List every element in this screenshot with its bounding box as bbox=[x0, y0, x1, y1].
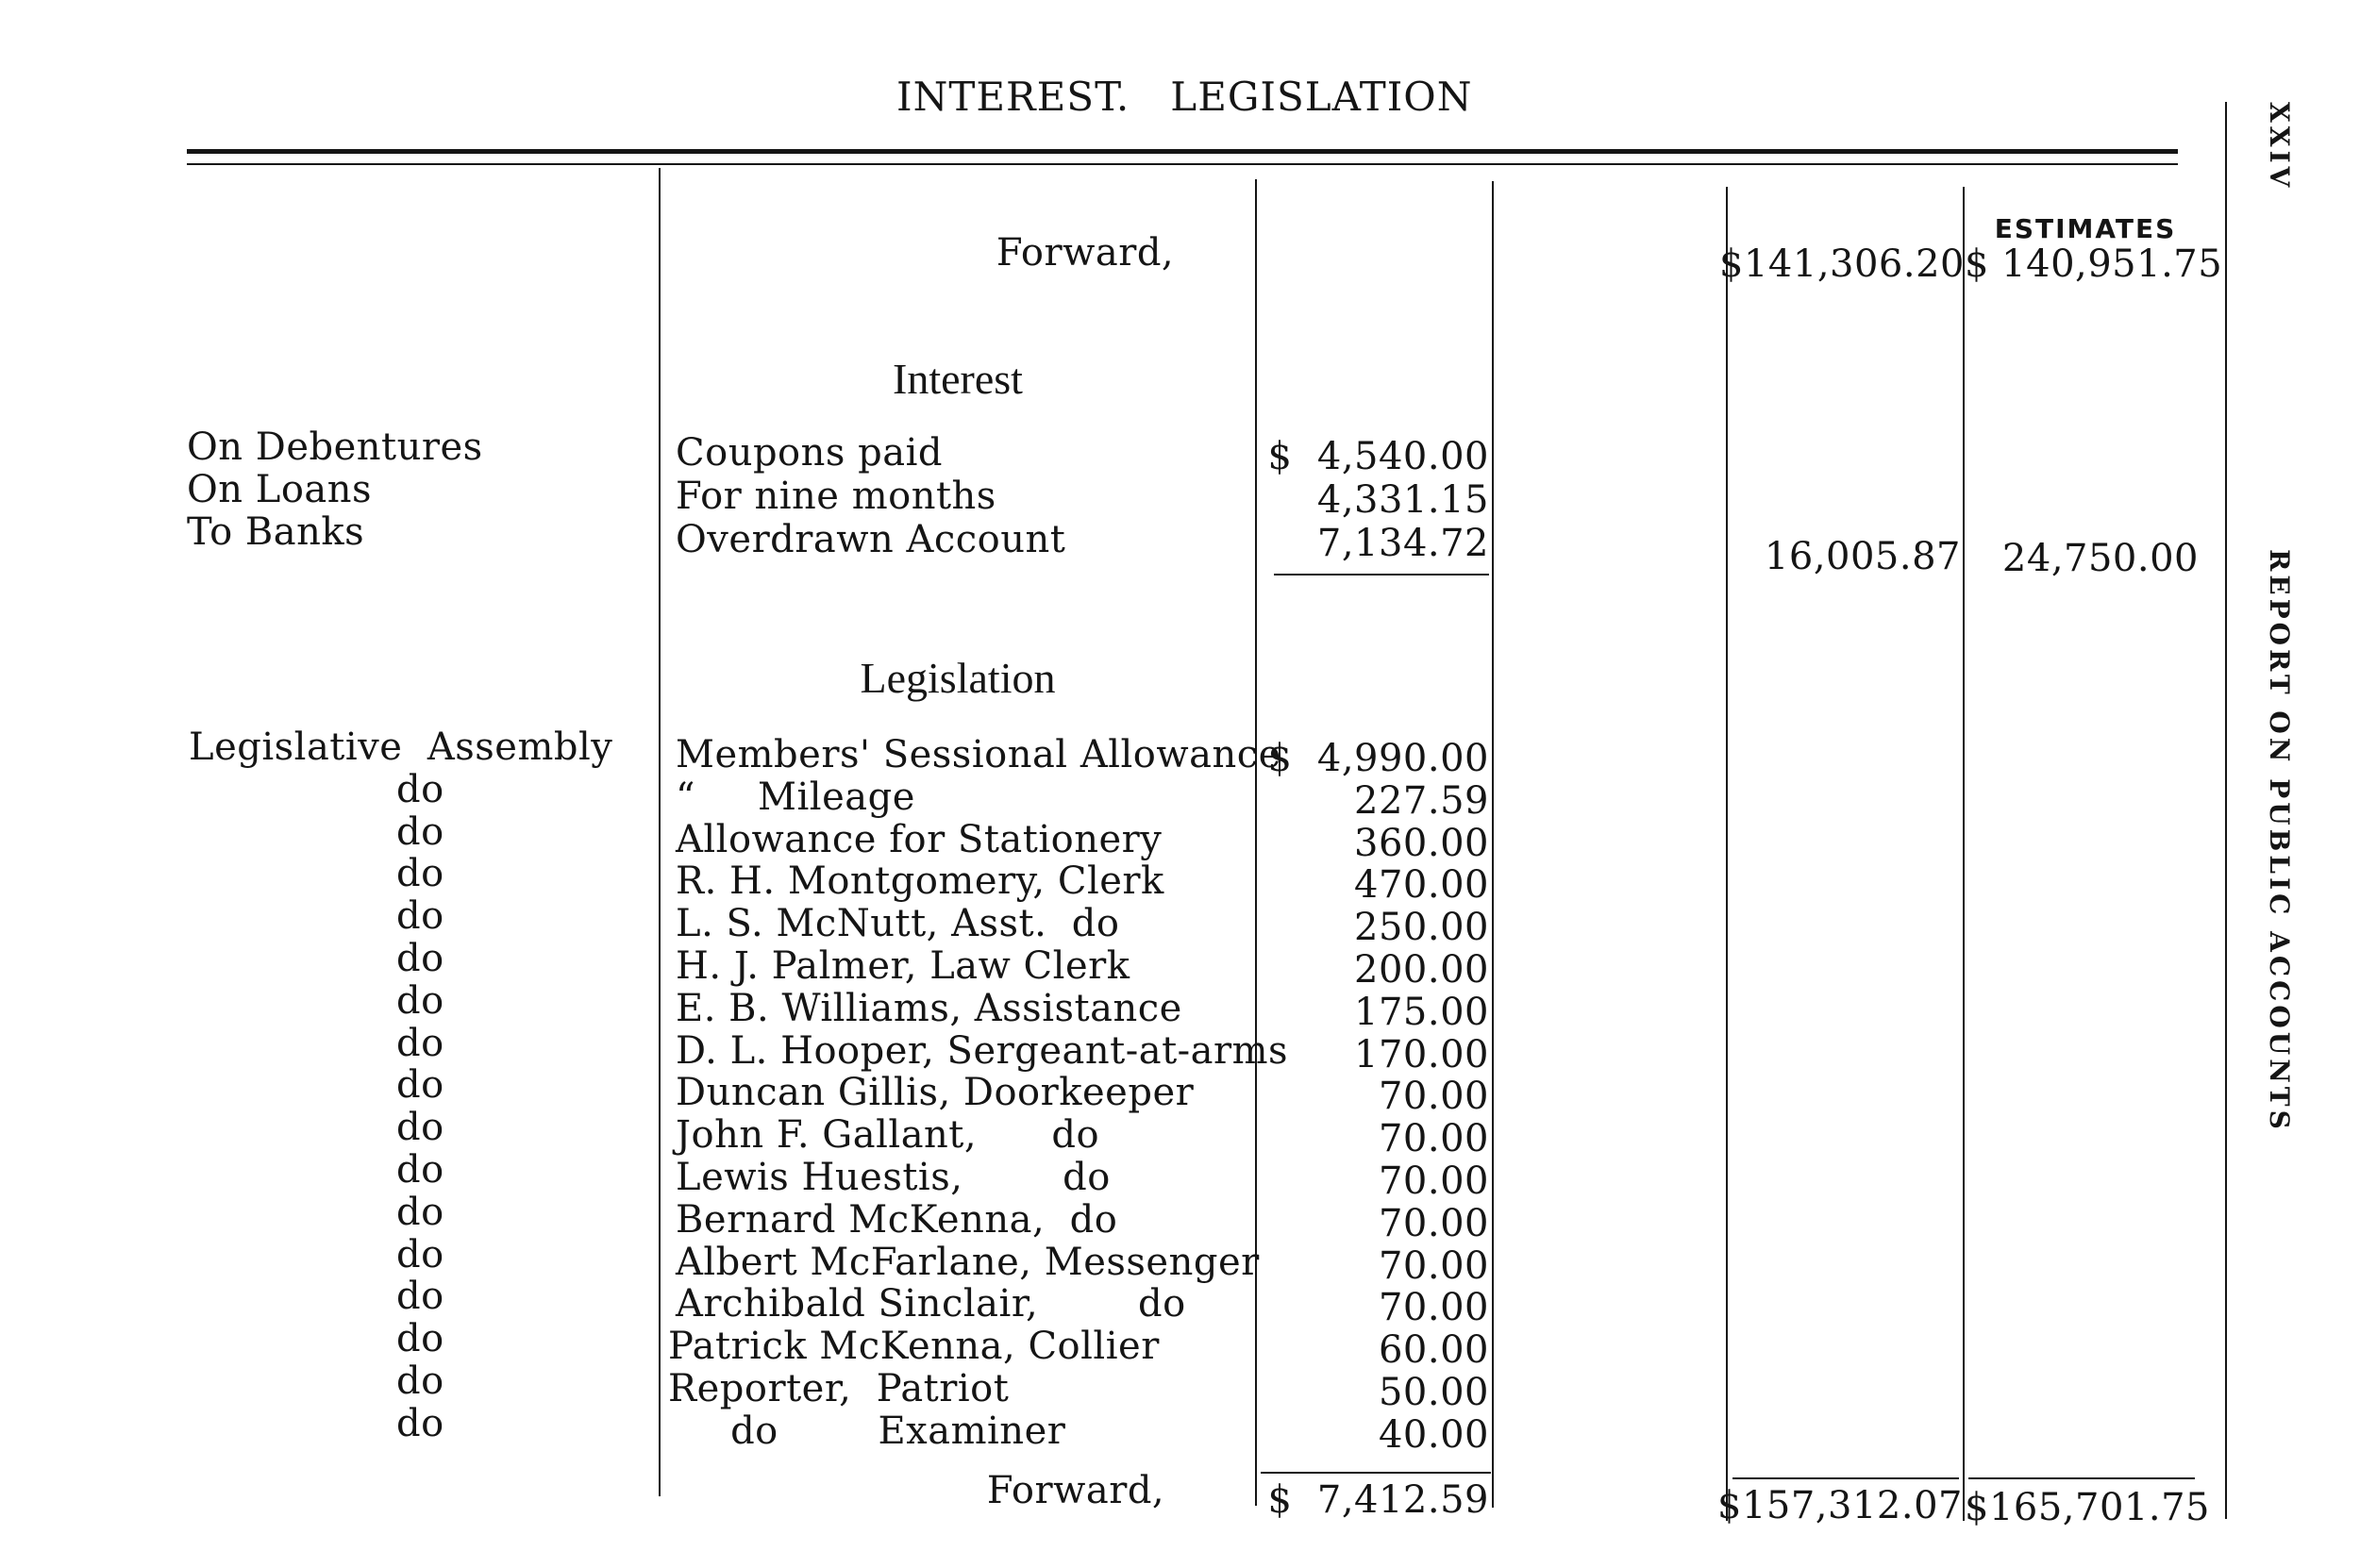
row-description: L. S. McNutt, Asst. do bbox=[676, 902, 1120, 945]
row-category: do bbox=[396, 1022, 444, 1065]
forward-total-bottom: $157,312.07 bbox=[1717, 1484, 1963, 1527]
estimates-header: ESTIMATES bbox=[1994, 213, 2177, 244]
sum-rule-total bbox=[1732, 1477, 1959, 1479]
column-divider-5 bbox=[1963, 187, 1965, 1521]
row-category: do bbox=[396, 852, 444, 895]
row-amount: 227.59 bbox=[1354, 779, 1489, 823]
page-number: XXIV bbox=[2264, 102, 2295, 192]
row-category: do bbox=[396, 1233, 444, 1276]
row-category: do bbox=[396, 1275, 444, 1318]
row-category: do bbox=[396, 937, 444, 980]
row-amount: 170.00 bbox=[1354, 1033, 1489, 1076]
row-description: “ Mileage bbox=[676, 776, 915, 819]
row-category: do bbox=[396, 894, 444, 938]
row-category: do bbox=[396, 1106, 444, 1149]
row-description: do Examiner bbox=[668, 1410, 1066, 1453]
row-amount: 70.00 bbox=[1378, 1202, 1489, 1245]
row-amount: 40.00 bbox=[1378, 1413, 1489, 1457]
row-description: Bernard McKenna, do bbox=[676, 1198, 1118, 1242]
forward-label-top: Forward, bbox=[996, 231, 1175, 275]
margin-rule bbox=[2225, 102, 2227, 1519]
forward-total-top: $141,306.20 bbox=[1719, 242, 1965, 286]
row-amount: 360.00 bbox=[1354, 822, 1489, 865]
row-amount: 70.00 bbox=[1378, 1244, 1489, 1288]
row-description: Allowance for Stationery bbox=[676, 818, 1163, 861]
header-rule-bottom bbox=[187, 163, 2178, 165]
forward-amount-bottom: $ 7,412.59 bbox=[1267, 1478, 1489, 1522]
row-amount: 470.00 bbox=[1354, 863, 1489, 907]
row-amount: 200.00 bbox=[1354, 948, 1489, 992]
row-description: Albert McFarlane, Messenger bbox=[676, 1241, 1260, 1284]
side-title: REPORT ON PUBLIC ACCOUNTS bbox=[2264, 549, 2295, 1133]
row-amount: 250.00 bbox=[1354, 906, 1489, 949]
row-amount: 175.00 bbox=[1354, 991, 1489, 1034]
column-divider-4 bbox=[1726, 187, 1728, 1521]
sum-rule-estimate bbox=[1968, 1477, 2195, 1479]
row-category: do bbox=[396, 1148, 444, 1192]
row-description: D. L. Hooper, Sergeant-at-arms bbox=[676, 1029, 1289, 1073]
row-amount: 7,134.72 bbox=[1316, 522, 1489, 565]
row-description: Coupons paid bbox=[676, 431, 943, 475]
row-amount: 70.00 bbox=[1378, 1159, 1489, 1203]
row-category: do bbox=[396, 768, 444, 811]
row-description: Lewis Huestis, do bbox=[676, 1156, 1111, 1199]
section-title-interest: Interest bbox=[893, 355, 1023, 403]
row-category: do bbox=[396, 810, 444, 854]
column-divider-3 bbox=[1492, 181, 1494, 1508]
section-title-legislation: Legislation bbox=[860, 654, 1056, 702]
row-amount: 4,331.15 bbox=[1316, 478, 1489, 522]
row-description: Overdrawn Account bbox=[676, 518, 1066, 561]
row-description: Archibald Sinclair, do bbox=[676, 1282, 1186, 1326]
row-description: Reporter, Patriot bbox=[668, 1367, 1010, 1410]
row-amount: $ 4,990.00 bbox=[1267, 737, 1489, 780]
forward-estimate-top: $ 140,951.75 bbox=[1965, 242, 2223, 286]
row-category: do bbox=[396, 979, 444, 1023]
row-description: E. B. Williams, Assistance bbox=[676, 987, 1182, 1030]
row-category: do bbox=[396, 1191, 444, 1234]
row-amount: $ 4,540.00 bbox=[1267, 435, 1489, 478]
interest-estimate: 24,750.00 bbox=[2001, 537, 2199, 580]
row-category: On Debentures bbox=[187, 425, 483, 469]
row-description: Duncan Gillis, Doorkeeper bbox=[676, 1071, 1195, 1114]
column-divider-1 bbox=[659, 168, 661, 1496]
sum-rule-legislation bbox=[1261, 1472, 1491, 1474]
row-description: R. H. Montgomery, Clerk bbox=[676, 859, 1164, 903]
forward-estimate-bottom: $165,701.75 bbox=[1965, 1486, 2210, 1529]
interest-total: 16,005.87 bbox=[1764, 535, 1961, 578]
row-amount: 70.00 bbox=[1378, 1075, 1489, 1118]
row-category: do bbox=[396, 1359, 444, 1403]
row-description: Members' Sessional Allowance bbox=[676, 733, 1281, 776]
page-title: INTEREST. LEGISLATION bbox=[896, 74, 1473, 120]
row-description: Patrick McKenna, Collier bbox=[668, 1325, 1160, 1368]
row-category: do bbox=[396, 1063, 444, 1107]
row-amount: 50.00 bbox=[1378, 1371, 1489, 1414]
row-amount: 70.00 bbox=[1378, 1117, 1489, 1160]
row-category: do bbox=[396, 1317, 444, 1360]
row-category: To Banks bbox=[187, 510, 365, 554]
header-rule-top bbox=[187, 149, 2178, 154]
row-category: do bbox=[396, 1402, 444, 1445]
sum-rule-interest bbox=[1274, 574, 1489, 575]
row-amount: 60.00 bbox=[1378, 1328, 1489, 1372]
row-category: On Loans bbox=[187, 468, 373, 511]
row-category: Legislative Assembly bbox=[189, 726, 613, 769]
forward-label-bottom: Forward, bbox=[986, 1469, 1165, 1512]
row-description: For nine months bbox=[676, 475, 996, 518]
row-description: H. J. Palmer, Law Clerk bbox=[676, 944, 1130, 988]
row-amount: 70.00 bbox=[1378, 1286, 1489, 1329]
row-description: John F. Gallant, do bbox=[676, 1113, 1100, 1157]
